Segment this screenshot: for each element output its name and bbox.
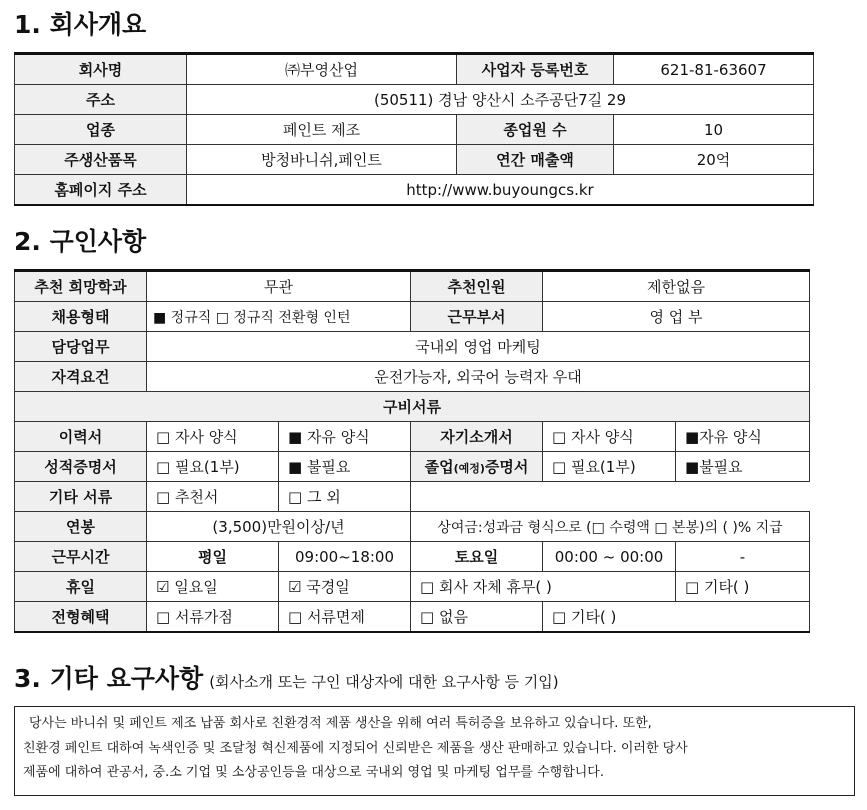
etc-docs-empty bbox=[411, 482, 810, 512]
homepage-value: http://www.buyoungcs.kr bbox=[187, 175, 814, 206]
company-name-label: 회사명 bbox=[15, 54, 187, 85]
requirements-line-2: 친환경 페인트 대하여 녹색인증 및 조달청 혁신제품에 지정되어 신뢰받은 제품을 생산 판매하고 있습니다. 이러한 당사 bbox=[23, 740, 688, 756]
company-overview-table bbox=[14, 52, 814, 206]
holiday-option-sunday: ☑ 일요일 bbox=[147, 572, 279, 602]
salary-value: (3,500)만원이상/년 bbox=[147, 512, 411, 542]
work-dept-label: 근무부서 bbox=[411, 302, 543, 332]
requirements-box bbox=[14, 706, 855, 796]
bonus-value: 상여금:성과금 형식으로 (□ 수령액 □ 본봉)의 ( )% 지급 bbox=[411, 512, 810, 542]
resume-option-company-form: □ 자사 양식 bbox=[147, 422, 279, 452]
headcount-value: 제한없음 bbox=[543, 271, 810, 302]
homepage-label: 홈페이지 주소 bbox=[15, 175, 187, 206]
qual-label: 자격요건 bbox=[15, 362, 147, 392]
benefit-option-none: □ 없음 bbox=[411, 602, 543, 633]
emp-type-label: 채용형태 bbox=[15, 302, 147, 332]
sunday-hours: - bbox=[676, 542, 810, 572]
saturday-label: 토요일 bbox=[411, 542, 543, 572]
weekday-hours: 09:00~18:00 bbox=[279, 542, 411, 572]
grad-option-not-required: ■불필요 bbox=[676, 452, 810, 482]
salary-label: 연봉 bbox=[15, 512, 147, 542]
requirements-line-3: 제품에 대하여 관공서, 중.소 기업 및 소상공인등을 대상으로 국내외 영업 및 마케팅 업무를 수행합니다. bbox=[23, 765, 604, 780]
employees-value: 10 bbox=[614, 115, 814, 145]
holiday-option-company: □ 회사 자체 휴무( ) bbox=[411, 572, 676, 602]
grad-option-required: □ 필요(1부) bbox=[543, 452, 676, 482]
holiday-label: 휴일 bbox=[15, 572, 147, 602]
dept-label: 추천 희망학과 bbox=[15, 271, 147, 302]
address-label: 주소 bbox=[15, 85, 187, 115]
sales-value: 20억 bbox=[614, 145, 814, 175]
duty-label: 담당업무 bbox=[15, 332, 147, 362]
recruitment-table bbox=[14, 269, 810, 633]
etc-option-other: □ 그 외 bbox=[279, 482, 411, 512]
work-dept-value: 영 업 부 bbox=[543, 302, 810, 332]
section-3-subtitle: (회사소개 또는 구인 대상자에 대한 요구사항 등 기입) bbox=[209, 673, 559, 691]
etc-option-recommendation: □ 추천서 bbox=[147, 482, 279, 512]
duty-value: 국내외 영업 마케팅 bbox=[147, 332, 810, 362]
intro-label: 자기소개서 bbox=[411, 422, 543, 452]
intro-option-free-form: ■자유 양식 bbox=[676, 422, 810, 452]
industry-label: 업종 bbox=[15, 115, 187, 145]
resume-label: 이력서 bbox=[15, 422, 147, 452]
headcount-label: 추천인원 bbox=[411, 271, 543, 302]
benefit-option-bonus-points: □ 서류가점 bbox=[147, 602, 279, 633]
sales-label: 연간 매출액 bbox=[457, 145, 614, 175]
address-value: (50511) 경남 양산시 소주공단7길 29 bbox=[187, 85, 814, 115]
industry-value: 페인트 제조 bbox=[187, 115, 457, 145]
products-value: 방청바니쉬,페인트 bbox=[187, 145, 457, 175]
holiday-option-other: □ 기타( ) bbox=[676, 572, 810, 602]
grad-label-main: 졸업 bbox=[424, 458, 454, 476]
section-1-title: 1. 회사개요 bbox=[14, 10, 147, 39]
grade-option-required: □ 필요(1부) bbox=[147, 452, 279, 482]
benefit-option-exemption: □ 서류면제 bbox=[279, 602, 411, 633]
saturday-hours: 00:00 ~ 00:00 bbox=[543, 542, 676, 572]
grade-option-not-required: ■ 불필요 bbox=[279, 452, 411, 482]
section-3-title-text: 3. 기타 요구사항 bbox=[14, 664, 204, 693]
holiday-option-national: ☑ 국경일 bbox=[279, 572, 411, 602]
resume-option-free-form: ■ 자유 양식 bbox=[279, 422, 411, 452]
qual-value: 운전가능자, 외국어 능력자 우대 bbox=[147, 362, 810, 392]
products-label: 주생산품목 bbox=[15, 145, 187, 175]
benefit-option-other: □ 기타( ) bbox=[543, 602, 810, 633]
intro-option-company-form: □ 자사 양식 bbox=[543, 422, 676, 452]
grad-label-cert: 증명서 bbox=[484, 458, 529, 476]
emp-type-value: ■ 정규직 □ 정규직 전환형 인턴 bbox=[147, 302, 411, 332]
requirements-line-1: 당사는 바니쉬 및 페인트 제조 납품 회사로 친환경적 제품 생산을 위해 여러 특허증을 보유하고 있습니다. 또한, bbox=[29, 716, 652, 731]
dept-value: 무관 bbox=[147, 271, 411, 302]
section-3-title bbox=[14, 664, 559, 697]
etc-docs-label: 기타 서류 bbox=[15, 482, 147, 512]
biz-no-value: 621-81-63607 bbox=[614, 54, 814, 85]
biz-no-label: 사업자 등록번호 bbox=[457, 54, 614, 85]
grad-label-expected: (예정) bbox=[453, 462, 485, 475]
hours-label: 근무시간 bbox=[15, 542, 147, 572]
company-name-value: ㈜부영산업 bbox=[187, 54, 457, 85]
employees-label: 종업원 수 bbox=[457, 115, 614, 145]
grade-cert-label: 성적증명서 bbox=[15, 452, 147, 482]
benefit-label: 전형혜택 bbox=[15, 602, 147, 633]
section-2-title: 2. 구인사항 bbox=[14, 227, 147, 256]
grad-cert-label bbox=[411, 452, 543, 482]
weekday-label: 평일 bbox=[147, 542, 279, 572]
docs-header: 구비서류 bbox=[15, 392, 810, 422]
